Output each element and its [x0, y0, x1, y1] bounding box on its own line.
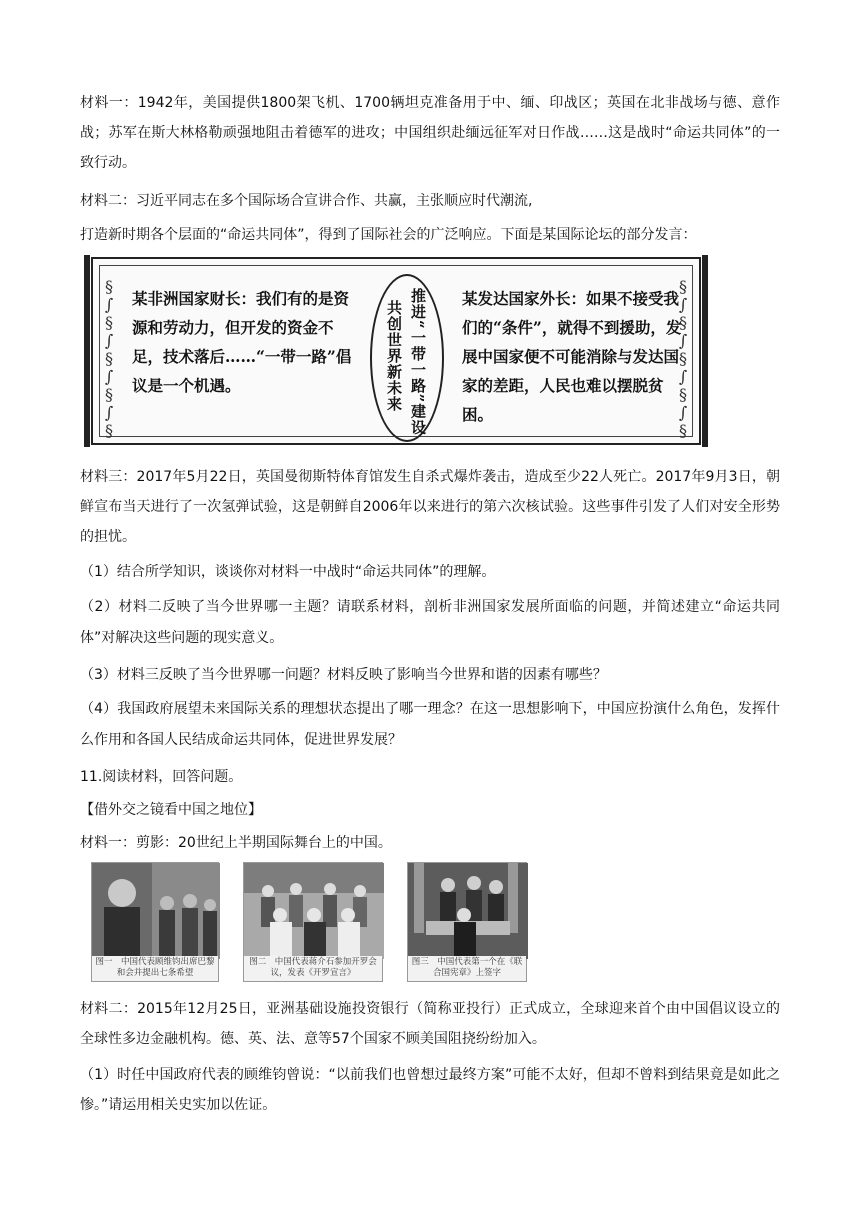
material-two-line-2: 打造新时期各个层面的“命运共同体”，得到了国际社会的广泛响应。下面是某国际论坛的部分发言： [80, 227, 697, 243]
section-title: 【借外交之镜看中国之地位】 [80, 802, 262, 818]
portrait-photo-icon [92, 863, 220, 959]
question-4: （4）我国政府展望未来国际关系的理想状态提出了哪一理念？在这一思想影响下，中国应扮演什么角色，发挥什么作用和各国人民结成命运共同体，促进世界发展？ [80, 701, 780, 748]
material-two-line-1: 材料二：习近平同志在多个国际场合宣讲合作、共赢，主张顺应时代潮流, [80, 193, 533, 209]
material-two-b: 材料二：2015年12月25日，亚洲基础设施投资银行（简称亚投行）正式成立，全球迎来首个由中国倡议设立的全球性多边金融机构。德、英、法、意等57个国家不顾美国阻挠纷纷加入。 [80, 1001, 780, 1047]
material-one-paragraph: 材料一：1942年，美国提供1800架飞机、1700辆坦克准备用于中、缅、印战区；英国在北非战场与德、意作战；苏军在斯大林格勒顽强地阻击着德军的进攻；中国组织赴缅远征军对日作战……这是战时“命运共同体”的一致行动。 [80, 95, 780, 171]
scroll-rod-right [702, 255, 708, 447]
photo-wellington-koo [91, 862, 219, 982]
material-one-b: 材料一：剪影：20世纪上半期国际舞台上的中国。 [80, 835, 392, 851]
group-photo-icon [244, 863, 384, 959]
question-1: （1）结合所学知识，谈谈你对材料一中战时“命运共同体”的理解。 [80, 564, 496, 580]
question-3: （3）材料三反映了当今世界哪一问题？材料反映了影响当今世界和谐的因素有哪些？ [80, 667, 607, 683]
scroll-rod-left [84, 255, 90, 447]
photo-un-charter-signing [407, 862, 527, 982]
question-11-1: （1）时任中国政府代表的顾维钧曾说：“以前我们也曾想过最终方案”可能不太好，但却不曾料到结果竟是如此之惨。”请运用相关史实加以佐证。 [80, 1067, 780, 1113]
slogan-new-future: 共创世界新未来 [385, 300, 403, 412]
question-11-heading: 11.阅读材料，回答问题。 [80, 769, 243, 785]
slogan-belt-road: 推进“一带一路”建设 [409, 288, 427, 436]
photo-caption: 图三 中国代表第一个在《联合国宪章》上签字 [408, 956, 526, 981]
question-2: （2）材料二反映了当今世界哪一主题？请联系材料，剖析非洲国家发展所面临的问题，并简述建立“命运共同体”对解决这些问题的现实意义。 [80, 599, 780, 646]
developed-minister-speech: 某发达国家外长：如果不接受我们的“条件”，就得不到援助，发展中国家便不可能消除与发达国家的差距，人民也难以摆脱贫困。 [462, 289, 682, 424]
african-minister-speech: 某非洲国家财长：我们有的是资源和劳动力，但开发的资金不足，技术落后……“一带一路”倡议是一个机遇。 [132, 289, 352, 395]
center-slogan-oval [370, 274, 444, 442]
vine-ornament-right-icon: § ∫ § ∫ § ∫ § ∫ § [678, 277, 688, 440]
signing-photo-icon [408, 863, 528, 959]
material-three-paragraph: 材料三：2017年5月22日，英国曼彻斯特体育馆发生自杀式爆炸袭击，造成至少22人死亡。2017年9月3日，朝鲜宣布当天进行了一次氢弹试验，这是朝鲜自2006年以来进行的第六次核试验。这些事件引发了人们对安全形势的担忧。 [80, 469, 780, 545]
vine-ornament-left-icon: § ∫ § ∫ § ∫ § ∫ § [104, 277, 114, 440]
forum-scroll-figure [91, 257, 701, 445]
photo-caption: 图二 中国代表蒋介石参加开罗会议，发表《开罗宣言》 [244, 956, 382, 981]
photo-caption: 图一 中国代表顾维钧出席巴黎和会并提出七条希望 [92, 956, 218, 981]
scroll-frame [99, 265, 693, 440]
photo-cairo-conference [243, 862, 383, 982]
